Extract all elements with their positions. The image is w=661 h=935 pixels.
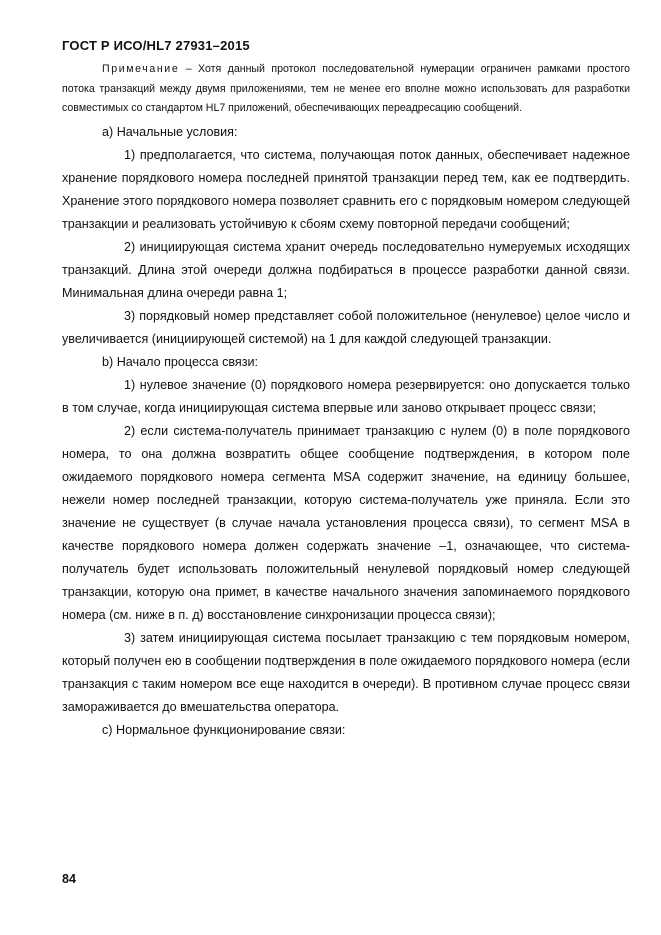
page-content <box>62 60 630 742</box>
note-text: – Хотя данный протокол последовательной нумерации ограничен рамками простого потока транзакций между двумя приложениями, тем не менее его вполне можно использовать для разработки совместимых со стандартом HL7 приложений, обеспечивающих переадресацию сообщений. <box>62 63 630 114</box>
list-item: 3) порядковый номер представляет собой положительное (ненулевое) целое число и увеличивается (инициирующей системой) на 1 для каждой следующей транзакции. <box>62 308 630 346</box>
list-item: 1) нулевое значение (0) порядкового номера резервируется: оно допускается только в том случае, когда инициирующая система впервые или заново открывает процесс связи; <box>62 377 630 415</box>
document-header: ГОСТ Р ИСО/HL7 27931–2015 <box>62 38 250 53</box>
list-item: 2) если система-получатель принимает транзакцию с нулем (0) в поле порядкового номера, то она должна возвратить общее сообщение подтверждения, в котором поле ожидаемого порядкового номера сегмента MSA содержит значение, на единицу большее, нежели номер последней транзакции, которую система-получатель уже приняла. Если это значение не существует (в случае начала установления процесса связи), то сегмент MSA в качестве порядкового номера должен содержать значение –1, означающее, что система-получатель будет использовать положительный ненулевой порядковый номер следующей транзакции, которую она примет, в качестве начального значения запоминаемого порядкового номера (см. ниже в п. д) восстановление синхронизации процесса связи); <box>62 423 630 622</box>
note-paragraph <box>62 60 630 119</box>
section-heading-b: b) Начало процесса связи: <box>102 354 259 369</box>
note-label: Примечание <box>102 63 180 75</box>
list-item: 3) затем инициирующая система посылает транзакцию с тем порядковым номером, который получен ею в сообщении подтверждения в поле ожидаемого порядкового номера (если транзакция с таким номером все еще находится в очереди). В противном случае процесс связи замораживается до вмешательства оператора. <box>62 630 630 714</box>
section-heading-c: c) Нормальное функционирование связи: <box>102 722 346 737</box>
list-item: 2) инициирующая система хранит очередь последовательно нумеруемых исходящих транзакций. Длина этой очереди должна подбираться в процессе разработки данной связи. Минимальная длина очереди равна 1; <box>62 239 630 300</box>
section-heading-a: a) Начальные условия: <box>102 124 238 139</box>
list-item: 1) предполагается, что система, получающая поток данных, обеспечивает надежное хранение порядкового номера последней принятой транзакции перед тем, как ее подтвердить. Хранение этого порядкового номера позволяет сравнить его с порядковым номером следующей транзакции и реализовать устойчивую к сбоям схему повторной передачи сообщений; <box>62 147 630 231</box>
page-number: 84 <box>62 872 76 886</box>
